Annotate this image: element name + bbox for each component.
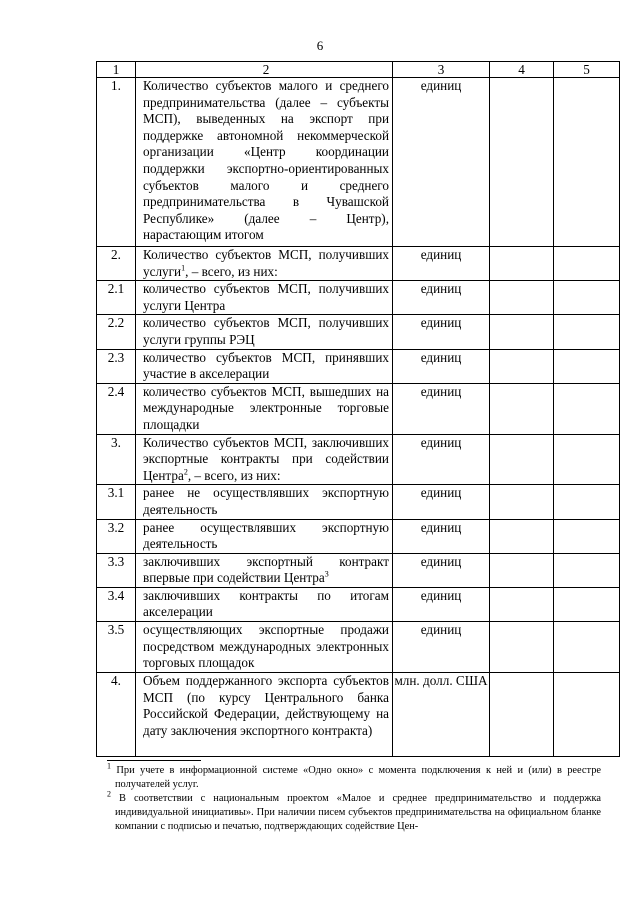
row-number: 3.3	[97, 553, 136, 587]
header-cell-5: 5	[554, 62, 620, 78]
footnote-text: В соответствии с национальным проектом «Малое и среднее предпринимательство и поддержка индивидуальной инициативы». При наличии писем субъектов предпринимательства на официальном бланке компании с подписью и печатью, подтверждающих содействие Цен-	[115, 793, 601, 832]
value-cell-5	[554, 673, 620, 757]
footnote-ref: 2	[183, 467, 188, 477]
value-cell-4	[490, 587, 554, 621]
value-cell-4	[490, 315, 554, 349]
value-cell-5	[554, 587, 620, 621]
indicator-name	[136, 434, 393, 485]
row-number: 2.2	[97, 315, 136, 349]
value-cell-4	[490, 281, 554, 315]
value-cell-4	[490, 247, 554, 281]
indicator-text: Количество субъектов МСП, заключивших экспортные контракты при содействии Центра	[143, 434, 389, 483]
value-cell-5	[554, 78, 620, 247]
value-cell-5	[554, 485, 620, 519]
row-number: 1.	[97, 78, 136, 247]
unit-cell: единиц	[393, 383, 490, 434]
indicator-name	[136, 281, 393, 315]
indicator-text-tail: , – всего, из них:	[187, 467, 281, 483]
value-cell-5	[554, 434, 620, 485]
unit-cell: единиц	[393, 553, 490, 587]
footnote	[107, 789, 601, 834]
unit-cell: единиц	[393, 281, 490, 315]
unit-cell: единиц	[393, 434, 490, 485]
indicator-name	[136, 519, 393, 553]
indicators-table	[96, 61, 620, 757]
value-cell-4	[490, 485, 554, 519]
unit-cell: единиц	[393, 519, 490, 553]
row-number: 3.1	[97, 485, 136, 519]
indicator-name	[136, 315, 393, 349]
footnote-ref: 1	[181, 263, 186, 273]
header-cell-2: 2	[136, 62, 393, 78]
row-number: 2.4	[97, 383, 136, 434]
row-number: 2.3	[97, 349, 136, 383]
table-row	[97, 315, 620, 349]
value-cell-5	[554, 622, 620, 673]
table-row	[97, 485, 620, 519]
table-row	[97, 247, 620, 281]
table-row	[97, 349, 620, 383]
indicator-text: Объем поддержанного экспорта субъектов МСП (по курсу Центрального банка Российской Федерации, действующему на дату заключения экспортного контракта)	[143, 673, 389, 738]
row-number: 2.1	[97, 281, 136, 315]
row-number: 3.4	[97, 587, 136, 621]
footnote-ref: 3	[324, 569, 329, 579]
value-cell-5	[554, 349, 620, 383]
page-number: 6	[316, 38, 324, 53]
table-header-row	[97, 62, 620, 78]
footnote-separator	[107, 760, 201, 761]
value-cell-5	[554, 281, 620, 315]
indicator-text-tail: , – всего, из них:	[185, 263, 278, 279]
indicator-name	[136, 553, 393, 587]
value-cell-4	[490, 622, 554, 673]
header-cell-4: 4	[490, 62, 554, 78]
indicator-text: ранее не осуществлявших экспортную деятельность	[143, 485, 389, 517]
row-number: 3.2	[97, 519, 136, 553]
row-number: 3.	[97, 434, 136, 485]
indicator-text: количество субъектов МСП, получивших услуги группы РЭЦ	[143, 315, 389, 347]
indicator-name	[136, 485, 393, 519]
footnotes	[107, 760, 601, 834]
unit-cell: единиц	[393, 587, 490, 621]
value-cell-4	[490, 78, 554, 247]
value-cell-5	[554, 383, 620, 434]
unit-cell: единиц	[393, 315, 490, 349]
value-cell-5	[554, 553, 620, 587]
row-number: 2.	[97, 247, 136, 281]
indicator-text: Количество субъектов малого и среднего предпринимательства (далее – субъекты МСП), выведенных на экспорт при поддержке автономной некоммерческой организации «Центр координации поддержки экспортно-ориентированных субъектов малого и среднего предпринимательства в Чувашской Республике» (далее – Центр), нарастающим итогом	[143, 78, 389, 243]
value-cell-4	[490, 553, 554, 587]
value-cell-4	[490, 434, 554, 485]
unit-cell: единиц	[393, 78, 490, 247]
unit-cell: единиц	[393, 349, 490, 383]
table-row	[97, 622, 620, 673]
value-cell-5	[554, 519, 620, 553]
indicator-text: заключивших экспортный контракт впервые при содействии Центра	[143, 553, 389, 586]
table-row	[97, 519, 620, 553]
value-cell-4	[490, 673, 554, 757]
value-cell-5	[554, 315, 620, 349]
table-row	[97, 281, 620, 315]
table-row	[97, 383, 620, 434]
value-cell-4	[490, 349, 554, 383]
indicator-name	[136, 78, 393, 247]
indicator-text: осуществляющих экспортные продажи посредством международных электронных торговых площадок	[143, 622, 389, 671]
footnote-mark: 2	[107, 789, 111, 799]
unit-cell: единиц	[393, 247, 490, 281]
footnote-mark: 1	[107, 761, 111, 771]
indicator-name	[136, 349, 393, 383]
indicator-text: заключивших контракты по итогам акселерации	[143, 587, 389, 620]
footnote-text: При учете в информационной системе «Одно окно» с момента подключения к ней и (или) в реестре получателей услуг.	[115, 765, 601, 790]
table-row	[97, 587, 620, 621]
value-cell-4	[490, 519, 554, 553]
value-cell-4	[490, 383, 554, 434]
indicator-name	[136, 587, 393, 621]
unit-cell: единиц	[393, 622, 490, 673]
value-cell-5	[554, 247, 620, 281]
footnote	[107, 761, 601, 792]
table-row	[97, 434, 620, 485]
indicator-name	[136, 247, 393, 281]
unit-cell: млн. долл. США	[393, 673, 490, 757]
indicator-text: количество субъектов МСП, принявших участие в акселерации	[143, 349, 389, 382]
indicator-name	[136, 673, 393, 757]
indicator-text: ранее осуществлявших экспортную деятельность	[143, 519, 389, 552]
row-number: 3.5	[97, 622, 136, 673]
row-number: 4.	[97, 673, 136, 757]
indicator-name	[136, 622, 393, 673]
indicator-text: Количество субъектов МСП, получивших услуги	[143, 247, 389, 279]
header-cell-3: 3	[393, 62, 490, 78]
table-row	[97, 673, 620, 757]
table-row	[97, 553, 620, 587]
indicator-name	[136, 383, 393, 434]
indicator-text: количество субъектов МСП, получивших услуги Центра	[143, 281, 389, 313]
unit-cell: единиц	[393, 485, 490, 519]
header-cell-1: 1	[97, 62, 136, 78]
indicator-text: количество субъектов МСП, вышедших на международные электронные торговые площадки	[143, 383, 389, 432]
table-row	[97, 78, 620, 247]
